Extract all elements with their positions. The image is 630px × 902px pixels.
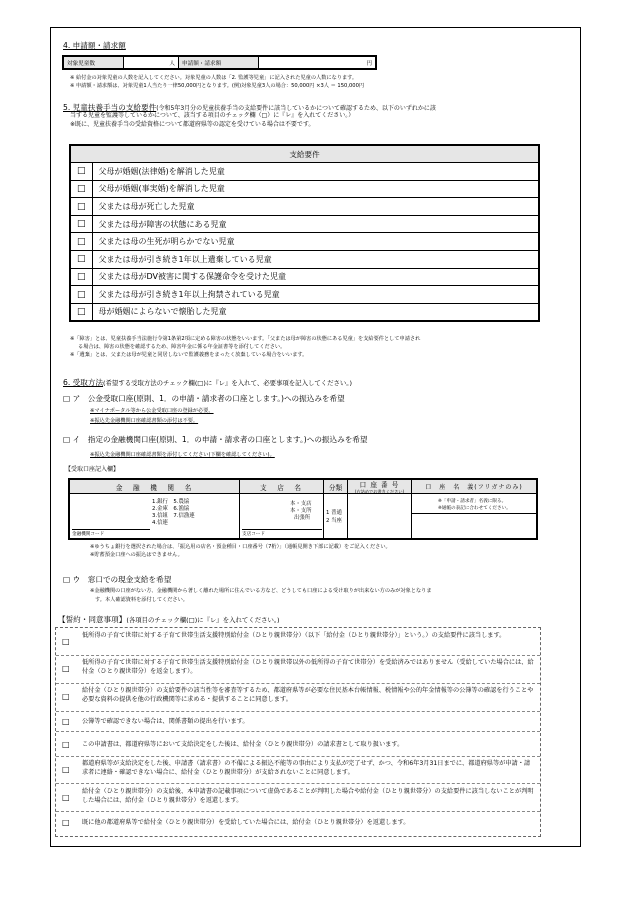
s5-intro-2: 当する児童を監護等しているかについて、該当する項目のチェック欄（□）に『レ』を入れてください。） [70, 112, 355, 119]
checkbox[interactable]: □ [62, 692, 70, 701]
s5-note-2: ※「遺棄」とは、父または母が児童と同居しないで監護義務をまったく放棄している場合をいいます。 [70, 352, 308, 358]
account-number-field[interactable] [348, 495, 412, 539]
consent-item: □ 給付金（ひとり親世帯分）の支給後、本申請書の記載事項について虚偽であることが判明した場合や給付金（ひとり親世帯分）の支給要件に該当しないことが判明した場合には、給付金（ひとり親世帯分）を返還します。 [62, 788, 534, 804]
checkbox[interactable]: □ [62, 637, 70, 646]
branch-code-label: 支店コード [242, 529, 322, 537]
account-number-header: 口 座 番 号 [359, 480, 400, 489]
consent-item: □ 低所得の子育て世帯に対する子育て世帯生活支援特別給付金（ひとり親世帯以外の低所得の子育て世帯分）を受給済みではありません（受給していた場合には、給付金（ひとり親世帯分）を返金します）。 [62, 659, 534, 675]
section-4-title: 4. 申請額・請求額 [63, 41, 126, 50]
option-a[interactable]: □ ア 公金受取口座(原則、1．の申請・請求者の口座とします。)への振込みを希望 [63, 394, 345, 403]
option-u-note-1: ※金融機関の口座がない方、金融機関から著しく離れた場所に住んでいる方など、どうしても口座による受け取りが出来ない方のみが対象となりま [90, 588, 432, 594]
requirement-item: 母が婚姻によらないで懐胎した児童 [92, 303, 539, 321]
consent-item: □ この申請書は、都道府県等において支給決定をした後は、給付金（ひとり親世帯分）の請求書として取り扱います。 [62, 740, 404, 749]
requirement-item: 父母が婚姻(法律婚)を解消した児童 [92, 163, 539, 181]
option-i[interactable]: □ イ 指定の金融機関口座(原則、1．の申請・請求者の口座とします。)への振込みを希望 [63, 435, 368, 444]
checkbox[interactable]: □ [62, 818, 70, 827]
option-u[interactable]: □ ウ 窓口での現金支給を希望 [63, 575, 172, 584]
checkbox[interactable]: □ [62, 717, 70, 726]
bank-note-2: ※貯蓄預金口座への振込はできません。 [90, 552, 183, 558]
requirements-table [69, 144, 540, 322]
amount-box [62, 55, 377, 70]
requirement-item: 父または母が引き続き1年以上遺棄している児童 [92, 251, 539, 269]
requirement-item: 父または母が障害の状態にある児童 [92, 215, 539, 233]
amount-label: 申請額・請求額 [179, 57, 259, 68]
checkbox[interactable]: □ [70, 180, 92, 198]
s5-note-1b: る場合は、障害の状態を確認するため、障害年金に係る年金証書等を添付してください。 [78, 344, 286, 350]
requirement-item: 父または母の生死が明らかでない児童 [92, 233, 539, 251]
bank-note-1: ※ゆうちょ銀行を選択された場合は、「振込用の店名・預金種目・口座番号（7桁）」（通帳見開き下部に記載）をご記入ください。 [90, 544, 391, 550]
requirement-item: 父または母が引き続き1年以上拘禁されている児童 [92, 286, 539, 304]
consent-item: □ 低所得の子育て世帯に対する子育て世帯生活支援特別給付金（ひとり親世帯分）（以下「給付金（ひとり親世帯分）」という。）の支給要件に該当します。 [62, 632, 506, 646]
s4-note-2: ※ 申請額・請求額は、対象児童1人当たり一律50,000円となります。(例)対象児童3人の場合：50,000円 ×3人 ＝ 150,000円 [70, 83, 365, 89]
branch-header: 支 店 名 [240, 480, 323, 494]
checkbox[interactable]: □ [62, 740, 70, 749]
checkbox[interactable]: □ [62, 765, 70, 774]
checkbox[interactable]: □ [70, 198, 92, 216]
consent-item: □ 公簿等で確認できない場合は、関係書類の提出を行います。 [62, 717, 249, 726]
requirement-item: 父母が婚姻(事実婚)を解消した児童 [92, 180, 539, 198]
option-i-note: ※振込先金融機関口座確認書類を添付してください(下欄を確認してください)。 [90, 452, 275, 458]
bank-name-header: 金 融 機 関 名 [70, 480, 239, 494]
child-count-label: 対象児童数 [64, 57, 124, 68]
checkbox[interactable]: □ [62, 793, 70, 802]
child-count-field[interactable]: 人 [124, 57, 179, 68]
bank-caption: 【受取口座記入欄】 [65, 466, 120, 473]
section-5-title: 5. 児童扶養手当の支給要件(令和5年3月分の児童扶養手当の支給要件に該当しているかについて確認するため、以下のいずれかに該 [63, 103, 436, 112]
checkbox[interactable]: □ [70, 251, 92, 269]
checkbox[interactable]: □ [70, 215, 92, 233]
s4-note-1: ※ 給付金の対象児童の人数を記入してください。対象児童の人数は「2. 監護等児童」に記入された児童の人数になります。 [70, 75, 358, 81]
requirement-item: 父または母がDV被害に関する保護命令を受けた児童 [92, 268, 539, 286]
checkbox[interactable]: □ [70, 303, 92, 321]
amount-field[interactable]: 円 [366, 60, 372, 67]
checkbox[interactable]: □ [62, 664, 70, 673]
option-u-note-2: す。本人確認資料を添付してください。 [95, 597, 188, 603]
option-a-note-1: ※マイナポータル等から公金受取口座の登録が必要。 [90, 408, 214, 414]
account-holder-header: 口 座 名 義(フリガナのみ) [412, 480, 536, 494]
option-a-note-2: ※振込先金融機関口座確認書類の添付は不要。 [90, 418, 199, 424]
checkbox[interactable]: □ [70, 233, 92, 251]
requirement-item: 父または母が死亡した児童 [92, 198, 539, 216]
consent-item: □ 給付金（ひとり親世帯分）の支給要件の該当性等を審査等するため、都道府県等が必要な住民基本台帳情報、税情報や公的年金情報等の公簿等の確認を行うことや必要な資料の提供を他の行政機関等に求める・提供することに同意します。 [62, 687, 534, 703]
checkbox[interactable]: □ [70, 163, 92, 181]
consent-title: 【誓約・同意事項】(各項目のチェック欄(□)に『レ』を入れてください。) [58, 615, 280, 624]
s5-note-1: ※「障害」とは、児童扶養手当法施行令第1条第2項に定める障害の状態をいいます。「父または母が障害の状態にある児童」を支給要件として申請され [70, 336, 421, 342]
consent-item: □ 都道府県等が支給決定をした後、申請書（請求書）の不備による振込不能等の事由により支払が完了せず、かつ、令和6年3月31日までに、都道府県等が申請・請求者に連絡・確認できない場合に、給付金（ひとり親世帯分）が支給されないことに同意します。 [62, 760, 531, 776]
checkbox[interactable]: □ [70, 268, 92, 286]
bank-code-label: 金融機関コード [72, 529, 150, 537]
account-holder-field[interactable] [412, 513, 536, 539]
bank-name-field[interactable] [71, 497, 149, 527]
bank-account-table: 金 融 機 関 名 1.銀行 5.農協 2.金庫 6.漁協 3.信組 7.信漁連 4.信連 金融機関コード 支 店 名 本・支店 本・支所 出張所 支店コード 分類 1 普通 2 当座 口 座 番 号 (右詰めでお書きください) 口 座 名 義(フリガナのみ) ※「申請・請求者」名義に限る。 ※通帳の表記に合わせてください。 [68, 478, 538, 540]
class-header: 分類 [324, 480, 347, 494]
checkbox[interactable]: □ [70, 286, 92, 304]
consent-box [55, 627, 541, 837]
requirements-header: 支給要件 [70, 145, 539, 163]
s5-intro-3: ※既に、児童扶養手当の受給資格について都道府県等の認定を受けている場合は不要です。 [70, 121, 315, 128]
section-6-title: 6. 受取方法(希望する受取方法のチェック欄(□)に『レ』を入れて、必要事項を記入してください。) [63, 378, 352, 387]
consent-item: □ 既に他の都道府県等で給付金（ひとり親世帯分）を受給していた場合には、給付金（ひとり親世帯分）を返還します。 [62, 818, 410, 827]
